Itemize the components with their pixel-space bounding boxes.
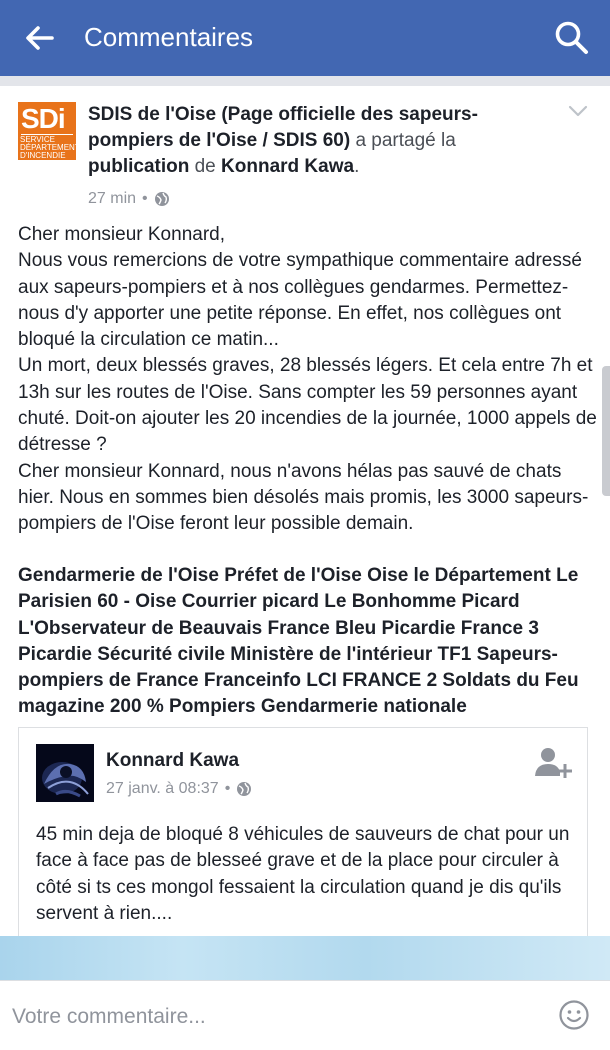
post-tags[interactable]: Gendarmerie de l'Oise Préfet de l'Oise Oise le Département Le Parisien 60 - Oise Courrier picard Le Bonhomme Picard L'Observateur de Beauvais France Bleu Picardie France 3 Picardie Sécurité civile Ministère de l'intérieur TF1 Sapeurs-pompiers de France Franceinfo LCI FRANCE 2 Soldats du Feu magazine 200 % Pompiers Gendarmerie nationale: [18, 565, 579, 718]
post-time[interactable]: 27 min: [88, 190, 137, 207]
header-period: .: [354, 156, 360, 177]
shared-text: a partagé la: [355, 130, 456, 151]
publication-link[interactable]: publication: [88, 156, 190, 177]
post-meta: [88, 190, 170, 208]
chevron-down-icon[interactable]: [568, 104, 588, 118]
globe-icon: [236, 781, 252, 797]
add-friend-icon[interactable]: [533, 746, 573, 782]
top-bar: [0, 0, 610, 76]
de-text: de: [194, 156, 216, 177]
avatar-logo-text: SDi: [21, 103, 65, 134]
page-avatar[interactable]: [18, 102, 89, 160]
avatar-logo-subtext: SERVICE DÉPARTEMENTAL D'INCENDIE: [20, 135, 89, 160]
page-title: Commentaires: [84, 22, 254, 52]
divider: [0, 76, 610, 86]
shared-from-link[interactable]: Konnard Kawa: [221, 156, 355, 177]
smiley-icon[interactable]: [558, 999, 590, 1031]
page-name-link[interactable]: SDIS de l'Oise (Page officielle des sapeurs-pompiers de l'Oise / SDIS 60): [88, 104, 478, 151]
meta-dot: •: [142, 190, 148, 207]
search-icon[interactable]: [552, 18, 590, 56]
scroll-indicator[interactable]: [602, 366, 610, 496]
author-name[interactable]: Konnard Kawa: [106, 750, 240, 771]
comment-composer: [0, 980, 610, 1050]
globe-icon: [154, 191, 170, 207]
author-avatar[interactable]: [36, 744, 94, 802]
arrow-left-icon[interactable]: [22, 20, 58, 56]
shared-post-bottom-edge: [0, 936, 610, 980]
shared-meta-dot: •: [224, 780, 231, 797]
author-avatar-image: [36, 744, 94, 802]
shared-meta: [106, 780, 252, 798]
shared-post-text: 45 min deja de bloqué 8 véhicules de sauveurs de chat pour un face à face pas de blesseé grave et de la place pour circuler à côté si ts ces mongol fessaient la circulation quand je dis qu'ils servent à rien....: [36, 824, 575, 924]
shared-time[interactable]: 27 janv. à 08:37: [106, 780, 219, 797]
post-body: Cher monsieur Konnard, Nous vous remercions de votre sympathique commentaire adressé aux sapeurs-pompiers et à nos collègues gendarmes. Permettez-nous d'y apporter une petite réponse. En effet, nos collègues ont bloqué la circulation ce matin... Un mort, deux blessés graves, 28 blessés légers. Et cela entre 7h et 13h sur les routes de l'Oise. Sans compter les 59 personnes ayant chuté. Doit-on ajouter les 20 incendies de la journée, 1000 appels de détresse ? Cher monsieur Konnard, nous n'avons hélas pas sauvé de chats hier. Nous en sommes bien désolés mais promis, les 3000 sapeurs-pompiers de l'Oise feront leur possible demain.: [18, 224, 597, 535]
comment-input[interactable]: [12, 1001, 532, 1033]
post-header: [88, 102, 558, 180]
